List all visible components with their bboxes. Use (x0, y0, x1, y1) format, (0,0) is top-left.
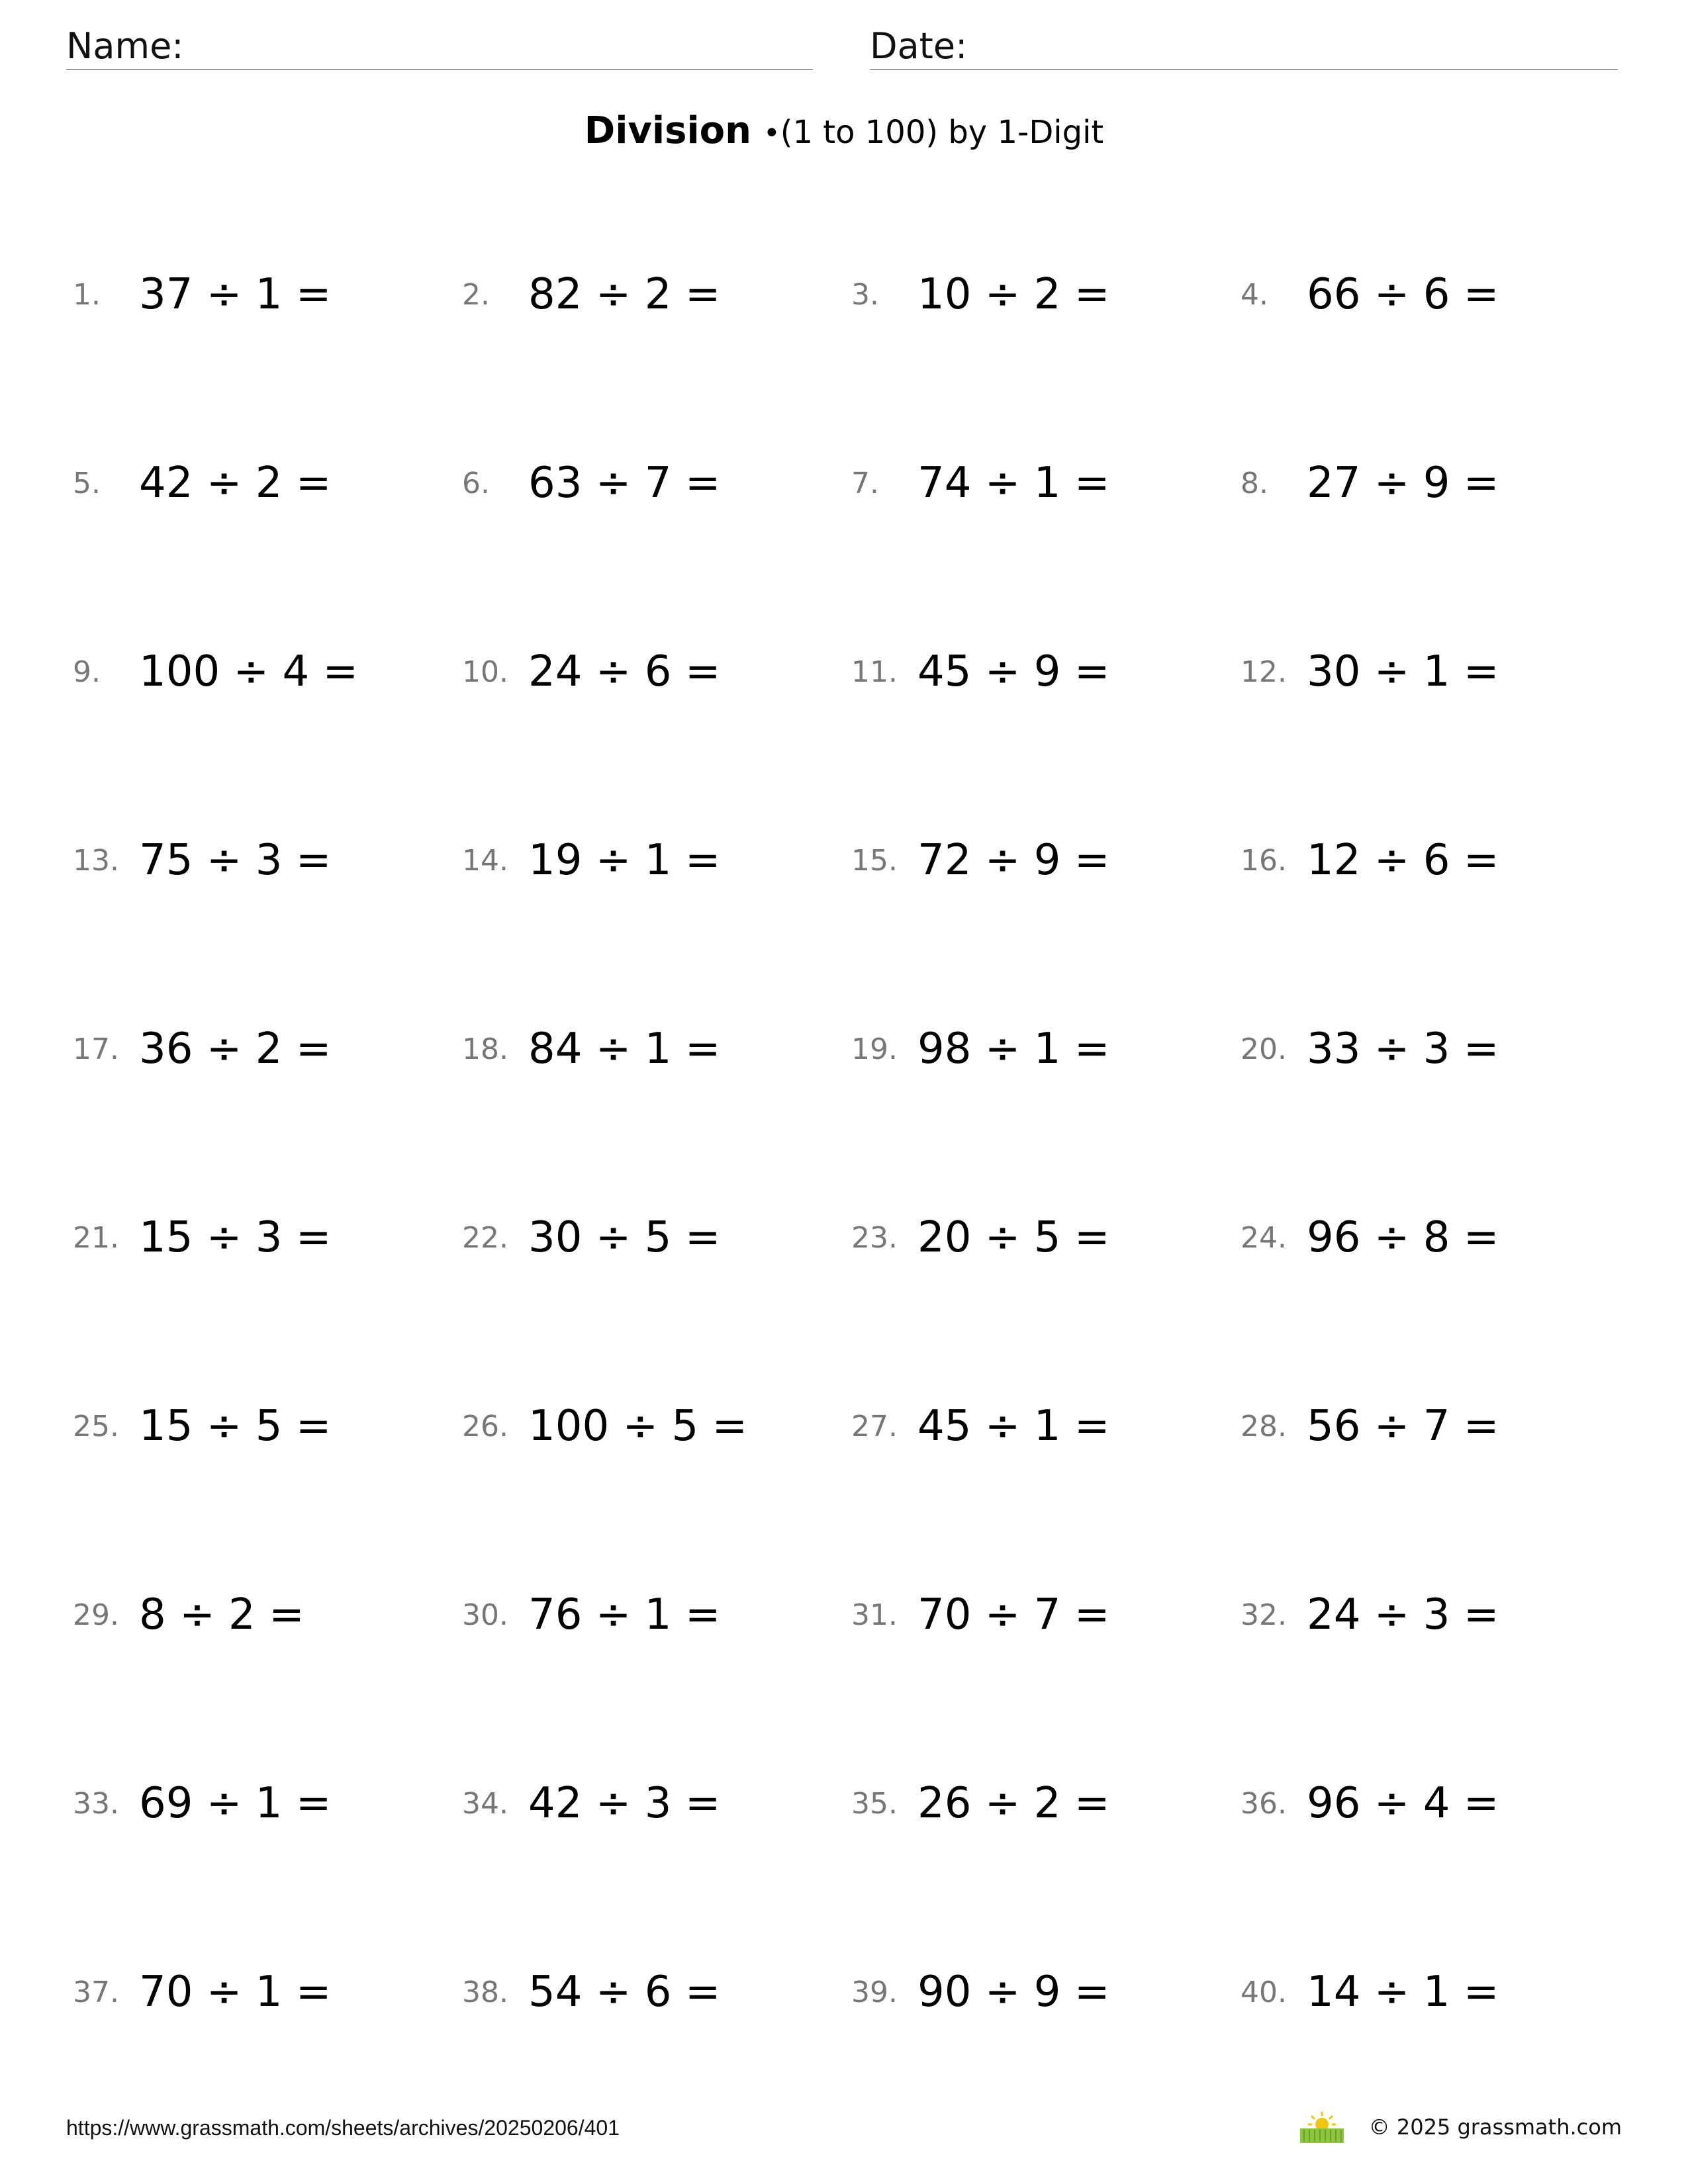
problem-item (1241, 251, 1622, 338)
problem-number: 8. (1241, 466, 1268, 500)
problem-item (1241, 1949, 1622, 2035)
problem-expression: 15 ÷ 3 = (139, 1213, 332, 1262)
problem-number: 5. (73, 466, 101, 500)
problem-item (1241, 1006, 1622, 1092)
problem-grid (73, 251, 1622, 2138)
problem-item (73, 1006, 462, 1092)
problem-expression: 100 ÷ 5 = (528, 1402, 748, 1451)
title-subtitle: (1 to 100) by 1-Digit (780, 114, 1104, 151)
problem-number: 25. (73, 1409, 119, 1443)
problem-expression: 70 ÷ 1 = (139, 1968, 332, 2017)
problem-item (73, 817, 462, 903)
problem-number: 16. (1241, 843, 1287, 878)
problem-expression: 69 ÷ 1 = (139, 1779, 332, 1828)
problem-expression: 66 ÷ 6 = (1307, 270, 1499, 319)
problem-item (1241, 1760, 1622, 1846)
problem-item (1241, 1383, 1622, 1469)
problem-number: 1. (73, 277, 101, 312)
problem-item (851, 817, 1241, 903)
problem-number: 39. (851, 1975, 898, 2009)
problem-item (851, 1572, 1241, 1658)
problem-expression: 70 ÷ 7 = (917, 1590, 1110, 1639)
problem-item (851, 1195, 1241, 1281)
problem-item (73, 629, 462, 715)
problem-item (462, 440, 851, 526)
worksheet-title (0, 105, 1688, 160)
problem-item (73, 1949, 462, 2035)
problem-number: 10. (462, 655, 508, 689)
problem-number: 27. (851, 1409, 898, 1443)
problem-number: 37. (73, 1975, 119, 2009)
date-label: Date: (870, 25, 968, 67)
problem-number: 40. (1241, 1975, 1287, 2009)
problem-number: 23. (851, 1220, 898, 1255)
problem-number: 12. (1241, 655, 1287, 689)
problem-number: 33. (73, 1786, 119, 1821)
problem-item (73, 1572, 462, 1658)
problem-number: 13. (73, 843, 119, 878)
problem-item (73, 1383, 462, 1469)
title-separator: • (763, 116, 780, 150)
problem-expression: 75 ÷ 3 = (139, 836, 332, 885)
problem-item (851, 1760, 1241, 1846)
problem-item (851, 629, 1241, 715)
footer-url[interactable]: https://www.grassmath.com/sheets/archives/20250206/401 (66, 2116, 620, 2140)
problem-expression: 98 ÷ 1 = (917, 1024, 1110, 1073)
name-field[interactable] (66, 24, 813, 70)
problem-item (73, 1760, 462, 1846)
problem-number: 34. (462, 1786, 508, 1821)
problem-expression: 54 ÷ 6 = (528, 1968, 721, 2017)
problem-item (462, 1195, 851, 1281)
problem-expression: 96 ÷ 8 = (1307, 1213, 1499, 1262)
problem-item (851, 1006, 1241, 1092)
problem-expression: 42 ÷ 3 = (528, 1779, 721, 1828)
problem-item (462, 251, 851, 338)
problem-number: 15. (851, 843, 898, 878)
title-main: Division (584, 109, 751, 152)
problem-item (1241, 440, 1622, 526)
problem-item (462, 629, 851, 715)
problem-expression: 36 ÷ 2 = (139, 1024, 332, 1073)
problem-item (73, 251, 462, 338)
problem-item (73, 1195, 462, 1281)
problem-expression: 42 ÷ 2 = (139, 459, 332, 508)
problem-expression: 45 ÷ 9 = (917, 647, 1110, 696)
problem-number: 24. (1241, 1220, 1287, 1255)
problem-number: 29. (73, 1598, 119, 1632)
problem-item (462, 1949, 851, 2035)
problem-expression: 15 ÷ 5 = (139, 1402, 332, 1451)
problem-number: 4. (1241, 277, 1268, 312)
problem-expression: 90 ÷ 9 = (917, 1968, 1110, 2017)
problem-number: 7. (851, 466, 879, 500)
problem-item (462, 817, 851, 903)
problem-expression: 82 ÷ 2 = (528, 270, 721, 319)
problem-expression: 84 ÷ 1 = (528, 1024, 721, 1073)
problem-expression: 12 ÷ 6 = (1307, 836, 1499, 885)
problem-number: 14. (462, 843, 508, 878)
problem-number: 6. (462, 466, 490, 500)
problem-number: 20. (1241, 1032, 1287, 1066)
problem-expression: 26 ÷ 2 = (917, 1779, 1110, 1828)
problem-item (851, 440, 1241, 526)
problem-number: 21. (73, 1220, 119, 1255)
problem-item (1241, 629, 1622, 715)
problem-number: 32. (1241, 1598, 1287, 1632)
problem-item (851, 251, 1241, 338)
problem-item (1241, 1572, 1622, 1658)
problem-expression: 20 ÷ 5 = (917, 1213, 1110, 1262)
problem-number: 3. (851, 277, 879, 312)
problem-expression: 72 ÷ 9 = (917, 836, 1110, 885)
problem-expression: 8 ÷ 2 = (139, 1590, 305, 1639)
problem-number: 36. (1241, 1786, 1287, 1821)
problem-number: 35. (851, 1786, 898, 1821)
problem-expression: 19 ÷ 1 = (528, 836, 721, 885)
problem-expression: 27 ÷ 9 = (1307, 459, 1499, 508)
problem-expression: 45 ÷ 1 = (917, 1402, 1110, 1451)
problem-expression: 76 ÷ 1 = (528, 1590, 721, 1639)
problem-number: 9. (73, 655, 101, 689)
problem-expression: 56 ÷ 7 = (1307, 1402, 1499, 1451)
problem-expression: 30 ÷ 5 = (528, 1213, 721, 1262)
problem-expression: 96 ÷ 4 = (1307, 1779, 1499, 1828)
problem-number: 30. (462, 1598, 508, 1632)
problem-number: 17. (73, 1032, 119, 1066)
problem-number: 31. (851, 1598, 898, 1632)
problem-number: 26. (462, 1409, 508, 1443)
problem-item (462, 1006, 851, 1092)
problem-item (462, 1572, 851, 1658)
problem-item (851, 1383, 1241, 1469)
problem-number: 28. (1241, 1409, 1287, 1443)
problem-item (1241, 817, 1622, 903)
problem-number: 18. (462, 1032, 508, 1066)
problem-expression: 24 ÷ 6 = (528, 647, 721, 696)
problem-item (851, 1949, 1241, 2035)
name-label: Name: (66, 25, 184, 67)
problem-expression: 24 ÷ 3 = (1307, 1590, 1499, 1639)
problem-number: 22. (462, 1220, 508, 1255)
problem-item (73, 440, 462, 526)
problem-number: 38. (462, 1975, 508, 2009)
problem-number: 19. (851, 1032, 898, 1066)
problem-expression: 33 ÷ 3 = (1307, 1024, 1499, 1073)
footer-copyright: © 2025 grassmath.com (1368, 2115, 1622, 2140)
grass-sun-logo-icon (1299, 2110, 1345, 2144)
problem-expression: 30 ÷ 1 = (1307, 647, 1499, 696)
problem-expression: 74 ÷ 1 = (917, 459, 1110, 508)
problem-expression: 63 ÷ 7 = (528, 459, 721, 508)
problem-expression: 14 ÷ 1 = (1307, 1968, 1499, 2017)
problem-number: 2. (462, 277, 490, 312)
problem-expression: 100 ÷ 4 = (139, 647, 359, 696)
problem-item (1241, 1195, 1622, 1281)
problem-expression: 10 ÷ 2 = (917, 270, 1110, 319)
problem-expression: 37 ÷ 1 = (139, 270, 332, 319)
problem-item (462, 1760, 851, 1846)
date-field[interactable] (870, 24, 1618, 70)
problem-number: 11. (851, 655, 898, 689)
problem-item (462, 1383, 851, 1469)
footer-branding (1299, 2107, 1622, 2147)
